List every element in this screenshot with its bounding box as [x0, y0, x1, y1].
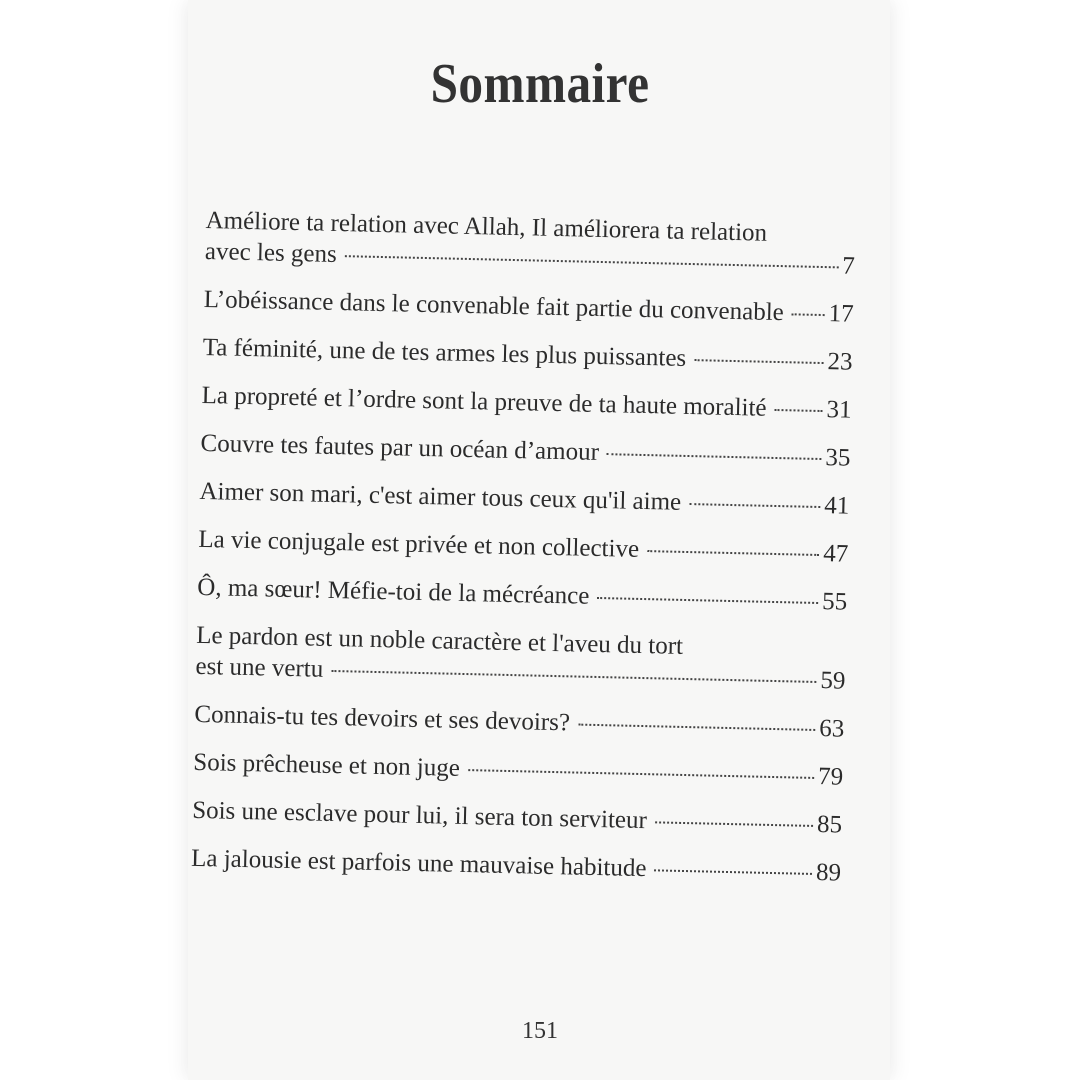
dot-leader: [468, 769, 814, 779]
toc-entry: [199, 476, 850, 522]
page-footer-number: 151: [522, 1018, 558, 1044]
table-of-contents: [190, 205, 855, 906]
toc-entry-title-line: Le pardon est un noble caractère et l'aveu du tort: [195, 621, 684, 660]
toc-entry-title: La jalousie est parfois une mauvaise habitude: [190, 844, 647, 883]
dot-leader: [597, 597, 818, 604]
toc-entry: [192, 795, 843, 841]
dot-leader: [775, 409, 823, 412]
page-title: Sommaire: [430, 53, 650, 115]
toc-entry: [191, 843, 842, 889]
toc-entry: [200, 428, 851, 474]
dot-leader: [331, 670, 816, 683]
toc-page-number: 79: [817, 763, 844, 791]
dot-leader: [607, 453, 822, 460]
toc-page-number: 17: [828, 300, 854, 328]
toc-entry-title: Ta féminité, une de tes armes les plus puissantes: [202, 333, 687, 372]
dot-leader: [689, 503, 820, 508]
toc-entry-title: La propreté et l’ordre sont la preuve de ta haute moralité: [201, 381, 767, 422]
dot-leader: [654, 869, 812, 875]
toc-entry: [201, 380, 852, 426]
toc-entry: [194, 699, 845, 745]
toc-page-number: 85: [816, 811, 843, 839]
dot-leader: [647, 550, 819, 556]
dot-leader: [345, 255, 839, 268]
toc-page-number: 89: [815, 859, 842, 887]
toc-entry-title: La vie conjugale est privée et non collective: [198, 525, 640, 563]
toc-entry: [202, 332, 853, 378]
toc-entry-title: Ô, ma sœur! Méfie-toi de la mécréance: [197, 573, 590, 610]
toc-entry-title: Connais-tu tes devoirs et ses devoirs?: [194, 700, 571, 737]
toc-entry-title: est une vertu: [195, 652, 324, 683]
toc-entry: [197, 572, 848, 618]
dot-leader: [792, 313, 825, 316]
toc-page-number: 47: [822, 540, 849, 568]
toc-page-number: 59: [820, 667, 846, 695]
toc-entry: [193, 747, 844, 793]
toc-entry-title: Couvre tes fautes par un océan d’amour: [200, 429, 600, 466]
toc-entry-title: Aimer son mari, c'est aimer tous ceux qu'il aime: [199, 477, 682, 516]
toc-page-number: 63: [818, 715, 845, 743]
toc-entry-title-line: Améliore ta relation avec Allah, Il améliorera ta relation: [205, 206, 768, 247]
toc-entry-title: Sois prêcheuse et non juge: [193, 748, 461, 782]
toc-entry: [198, 524, 849, 570]
toc-page-number: 35: [825, 444, 851, 472]
toc-entry: [204, 284, 855, 330]
toc-entry: [195, 620, 846, 697]
toc-page-number: 23: [827, 348, 853, 376]
toc-page-number: 31: [826, 396, 852, 424]
dot-leader: [578, 724, 815, 731]
toc-page-number: 55: [821, 588, 848, 616]
dot-leader: [655, 821, 813, 827]
toc-page-number: 41: [824, 492, 850, 520]
dot-leader: [694, 359, 823, 364]
toc-entry-title: avec les gens: [204, 237, 338, 268]
toc-page-number: 7: [841, 252, 856, 280]
toc-entry-title: Sois une esclave pour lui, il sera ton serviteur: [191, 796, 648, 835]
toc-entry-title: L’obéissance dans le convenable fait partie du convenable: [203, 285, 785, 327]
